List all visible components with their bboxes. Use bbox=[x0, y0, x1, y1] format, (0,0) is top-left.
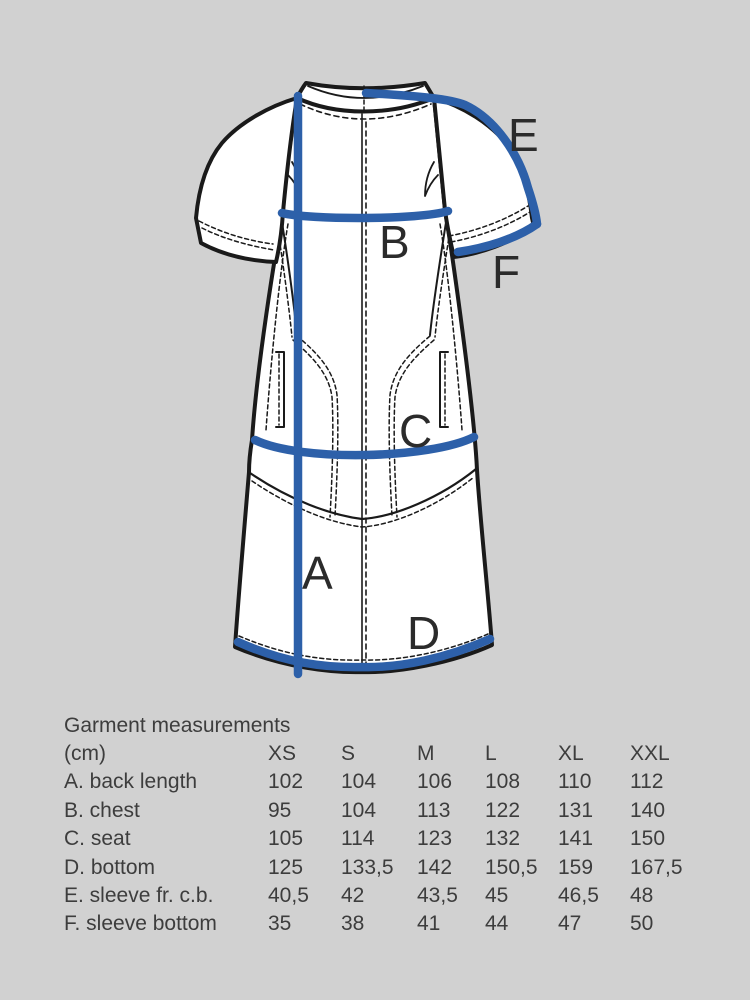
unit-label: (cm) bbox=[64, 742, 106, 765]
measure-label-a: A bbox=[302, 547, 333, 599]
cell: 105 bbox=[268, 827, 304, 851]
cell: 108 bbox=[485, 770, 521, 794]
cell: 41 bbox=[417, 912, 441, 936]
row-label: E. sleeve fr. c.b. bbox=[64, 884, 214, 908]
col-header-l: L bbox=[485, 742, 497, 765]
table-row-sleeve-bottom bbox=[64, 910, 730, 938]
cell: 159 bbox=[558, 855, 594, 879]
col-header-m: M bbox=[417, 742, 435, 765]
cell: 133,5 bbox=[341, 855, 394, 879]
cell: 47 bbox=[558, 912, 582, 936]
table-header-row bbox=[64, 740, 730, 768]
cell: 50 bbox=[630, 912, 654, 936]
cell: 110 bbox=[558, 770, 592, 794]
cell: 122 bbox=[485, 798, 521, 822]
measure-label-d: D bbox=[407, 607, 441, 659]
cell: 125 bbox=[268, 855, 304, 879]
cell: 150 bbox=[630, 827, 666, 851]
col-header-xxl: XXL bbox=[630, 742, 670, 765]
cell: 44 bbox=[485, 912, 509, 936]
measure-label-e: E bbox=[508, 109, 539, 161]
cell: 113 bbox=[417, 798, 451, 822]
cell: 104 bbox=[341, 798, 377, 822]
cell: 123 bbox=[417, 827, 453, 851]
col-header-s: S bbox=[341, 742, 356, 765]
cell: 106 bbox=[417, 770, 453, 794]
measure-label-c: C bbox=[399, 405, 433, 457]
cell: 112 bbox=[630, 770, 664, 794]
table-row-chest bbox=[64, 797, 730, 825]
row-label: F. sleeve bottom bbox=[64, 912, 217, 936]
cell: 48 bbox=[630, 884, 654, 908]
col-header-xs: XS bbox=[268, 742, 297, 765]
measure-label-f: F bbox=[492, 246, 521, 298]
cell: 114 bbox=[341, 827, 375, 851]
measure-label-b: B bbox=[379, 216, 410, 268]
left-sleeve bbox=[196, 98, 297, 262]
table-row-back-length bbox=[64, 768, 730, 796]
cell: 150,5 bbox=[485, 855, 538, 879]
cell: 141 bbox=[558, 827, 594, 851]
cell: 140 bbox=[630, 798, 666, 822]
row-label: D. bottom bbox=[64, 855, 156, 879]
table-row-bottom bbox=[64, 854, 730, 882]
cell: 38 bbox=[341, 912, 365, 936]
cell: 45 bbox=[485, 884, 509, 908]
row-label: B. chest bbox=[64, 798, 140, 822]
row-label: C. seat bbox=[64, 827, 131, 851]
cell: 95 bbox=[268, 798, 292, 822]
cell: 167,5 bbox=[630, 855, 683, 879]
measurement-table bbox=[64, 711, 730, 939]
cell: 142 bbox=[417, 855, 453, 879]
cell: 131 bbox=[558, 798, 594, 822]
table-row-sleeve-cb bbox=[64, 882, 730, 910]
cell: 132 bbox=[485, 827, 521, 851]
col-header-xl: XL bbox=[558, 742, 584, 765]
row-label: A. back length bbox=[64, 770, 198, 794]
cell: 43,5 bbox=[417, 884, 458, 908]
cell: 102 bbox=[268, 770, 304, 794]
cell: 40,5 bbox=[268, 884, 309, 908]
table-row-seat bbox=[64, 825, 730, 853]
cell: 42 bbox=[341, 884, 365, 908]
cell: 46,5 bbox=[558, 884, 599, 908]
cell: 104 bbox=[341, 770, 377, 794]
dress-illustration bbox=[196, 83, 534, 672]
cell: 35 bbox=[268, 912, 292, 936]
table-title: Garment measurements bbox=[64, 714, 291, 737]
